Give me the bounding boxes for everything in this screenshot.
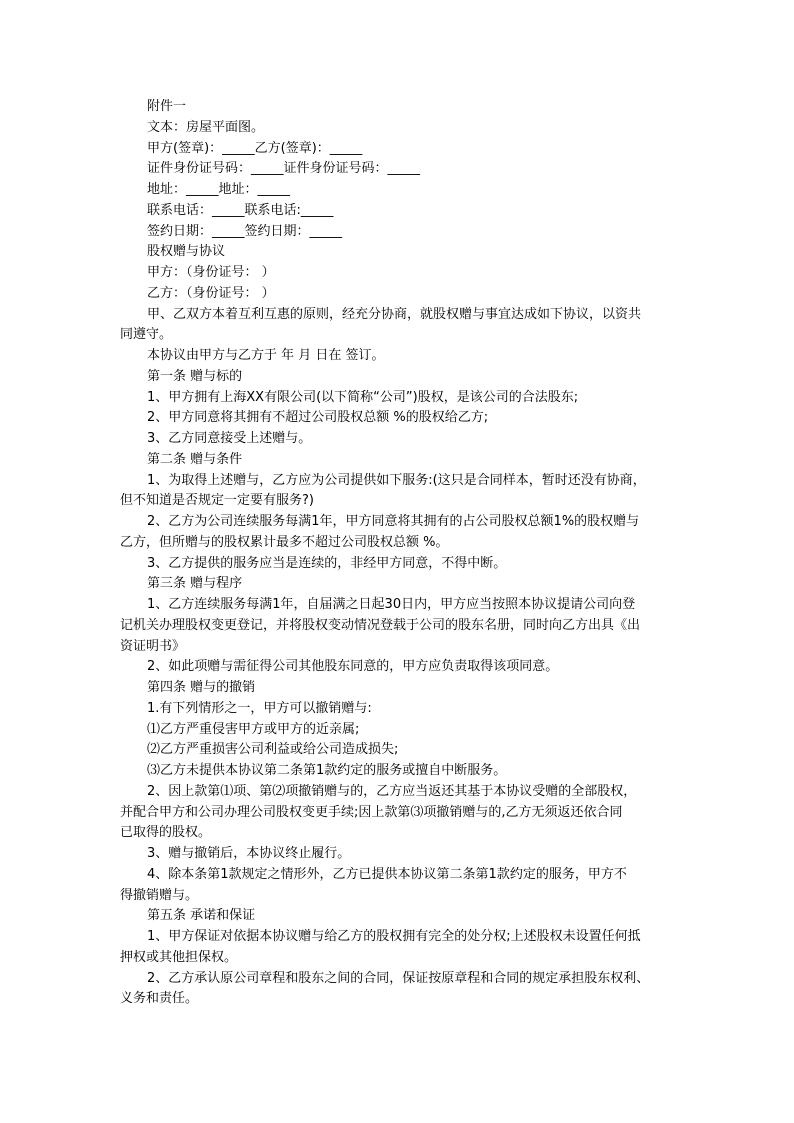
signature-line: 甲方(签章)：_____乙方(签章)：_____ [147, 140, 363, 156]
article-3-clause-1-line-1: 1、乙方连续服务每满1年，自届满之日起30日内，甲方应当按照本协议提请公司向登 [147, 597, 636, 612]
article-4-clause-4-line-2: 得撤销赠与。 [120, 887, 199, 903]
article-2-title: 第二条 赠与条件 [147, 451, 243, 467]
id-number-line: 证件身份证号码：_____证件身份证号码：_____ [147, 161, 421, 177]
article-4-clause-1-item-3: ⑶乙方未提供本协议第二条第1款约定的服务或擅自中断服务。 [147, 763, 507, 778]
article-1-clause-3: 3、乙方同意接受上述赠与。 [147, 431, 312, 446]
article-2-clause-2-line-1: 2、乙方为公司连续服务每满1年，甲方同意将其拥有的占公司股权总额1%的股权赠与 [147, 514, 640, 529]
article-4-clause-1-item-2: ⑵乙方严重损害公司利益或给公司造成损失; [147, 742, 399, 758]
appendix-heading: 附件一 [147, 99, 187, 114]
article-3-clause-2: 2、如此项赠与需征得公司其他股东同意的，甲方应负责取得该项同意。 [147, 659, 559, 675]
sign-date-line: 签约日期：_____签约日期：_____ [147, 223, 343, 239]
article-4-clause-3: 3、赠与撤销后，本协议终止履行。 [147, 846, 351, 861]
article-1-clause-1: 1、甲方拥有上海XX有限公司(以下简称“公司”)股权，是该公司的合法股东; [147, 389, 579, 405]
article-3-clause-1-line-3: 资证明书》 [120, 638, 186, 654]
article-2-clause-1-line-2: 但不知道是否规定一定要有服务?) [120, 493, 314, 509]
article-3-title: 第三条 赠与程序 [147, 576, 243, 592]
article-4-clause-4-line-1: 4、除本条第1款规定之情形外，乙方已提供本协议第二条第1款约定的服务，甲方不 [147, 866, 627, 882]
article-5-clause-1-line-2: 押权或其他担保权。 [120, 949, 238, 965]
article-1-title: 第一条 赠与标的 [147, 368, 243, 384]
article-5-title: 第五条 承诺和保证 [147, 908, 256, 924]
article-2-clause-2-line-2: 乙方，但所赠与的股权累计最多不超过公司股权总额 %。 [120, 534, 449, 550]
phone-line: 联系电话：_____联系电话:_____ [147, 202, 334, 218]
article-4-clause-1-item-1: ⑴乙方严重侵害甲方或甲方的近亲属; [147, 721, 360, 737]
article-5-clause-2-line-1: 2、乙方承认原公司章程和股东之间的合同，保证按原章程和合同的规定承担股东权利、 [147, 970, 650, 986]
party-a-line: 甲方：（身份证号： ） [147, 265, 275, 280]
article-4-clause-2-line-3: 已取得的股权。 [120, 825, 212, 841]
party-b-line: 乙方：（身份证号： ） [147, 285, 275, 301]
intro-paragraph-line-1: 甲、乙双方本着互利互惠的原则，经充分协商，就股权赠与事宜达成如下协议，以资共 [147, 306, 642, 322]
signed-at-line: 本协议由甲方与乙方于 年 月 日在 签订。 [147, 348, 385, 363]
article-2-clause-1-line-1: 1、为取得上述赠与，乙方应为公司提供如下服务:(这只是合同样本，暂时还没有协商， [147, 472, 646, 488]
address-line: 地址：_____地址：_____ [147, 182, 291, 197]
article-5-clause-2-line-2: 义务和责任。 [120, 991, 199, 1007]
intro-paragraph-line-2: 同遵守。 [120, 327, 173, 343]
text-note: 文本：房屋平面图。 [147, 119, 265, 135]
agreement-title: 股权赠与协议 [147, 244, 226, 260]
article-3-clause-1-line-2: 记机关办理股权变更登记，并将股权变动情况登载于公司的股东名册，同时向乙方出具《出 [120, 617, 641, 633]
article-4-clause-2-line-2: 并配合甲方和公司办理公司股权变更手续;因上款第⑶项撤销赠与的,乙方无须返还依合同 [120, 804, 623, 820]
article-5-clause-1-line-1: 1、甲方保证对依据本协议赠与给乙方的股权拥有完全的处分权;上述股权未设置任何抵 [147, 929, 641, 944]
article-1-clause-2: 2、甲方同意将其拥有不超过公司股权总额 %的股权给乙方; [147, 410, 489, 426]
article-2-clause-3: 3、乙方提供的服务应当是连续的，非经甲方同意，不得中断。 [147, 555, 507, 571]
article-4-title: 第四条 赠与的撤销 [147, 680, 256, 695]
article-4-clause-1: 1.有下列情形之一，甲方可以撤销赠与: [147, 700, 372, 716]
article-4-clause-2-line-1: 2、因上款第⑴项、第⑵项撤销赠与的，乙方应当返还其基于本协议受赠的全部股权， [147, 783, 637, 799]
document-body [120, 97, 691, 1010]
